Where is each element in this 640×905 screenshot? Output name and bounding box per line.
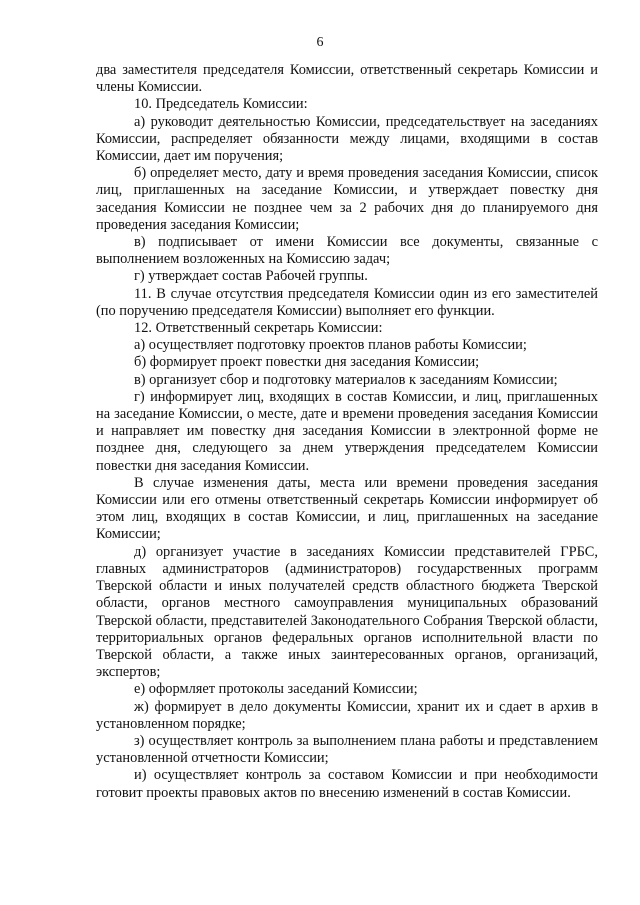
paragraph: г) утверждает состав Рабочей группы. [134, 268, 368, 285]
paragraph: г) информирует лиц, входящих в состав Комиссии, и лиц, приглашенных на заседание Комиссии, о месте, дате и времени проведения заседания Комиссии и направляет им повестку дня заседания Комиссии в электронной форме не позднее дня, следующего за днем утверждения председателем Комиссии повестки дня заседания Комиссии. [96, 388, 598, 474]
paragraph: б) формирует проект повестки дня заседания Комиссии; [134, 354, 480, 371]
paragraph: и) осуществляет контроль за составом Комиссии и при необходимости готовит проекты правовых актов по внесению изменений в состав Комиссии. [96, 767, 598, 801]
paragraph: в) организует сбор и подготовку материалов к заседаниям Комиссии; [134, 371, 558, 388]
paragraph: 11. В случае отсутствия председателя Комиссии один из его заместителей (по поручению председателя Комиссии) выполняет его функции. [96, 285, 598, 319]
paragraph: е) оформляет протоколы заседаний Комиссии; [134, 681, 418, 698]
section-heading: 12. Ответственный секретарь Комиссии: [134, 320, 383, 337]
paragraph: а) руководит деятельностью Комиссии, председательствует на заседаниях Комиссии, распределяет обязанности между лицами, входящими в состав Комиссии, дает им поручения; [96, 113, 598, 165]
paragraph: В случае изменения даты, места или времени проведения заседания Комиссии или его отмены ответственный секретарь Комиссии информирует об этом лиц, входящих в состав Комиссии, и лиц, приглашенных на заседание Комиссии; [96, 474, 598, 543]
paragraph: два заместителя председателя Комиссии, ответственный секретарь Комиссии и члены Комиссии. [96, 62, 598, 96]
paragraph: ж) формирует в дело документы Комиссии, хранит их и сдает в архив в установленном порядке; [96, 698, 598, 732]
paragraph: д) организует участие в заседаниях Комиссии представителей ГРБС, главных администраторов (администраторов) государственных программ Тверской области и иных получателей средств областного бюджета Тверской области, органов местного самоуправления муниципальных образований Тверской области, представителей Законодательного Собрания Тверской области, территориальных органов федеральных органов исполнительной власти по Тверской области, а также иных заинтересованных органов, организаций, экспертов; [96, 543, 598, 681]
paragraph: з) осуществляет контроль за выполнением плана работы и представлением установленной отчетности Комиссии; [96, 732, 598, 767]
paragraph: а) осуществляет подготовку проектов планов работы Комиссии; [134, 337, 527, 354]
paragraph: б) определяет место, дату и время проведения заседания Комиссии, список лиц, приглашенных на заседание Комиссии, и утверждает повестку дня заседания Комиссии не позднее чем за 2 рабочих дня до планируемого дня проведения заседания Комиссии; [96, 165, 598, 233]
section-heading: 10. Председатель Комиссии: [134, 96, 308, 113]
paragraph: в) подписывает от имени Комиссии все документы, связанные с выполнением возложенных на Комиссию задач; [96, 234, 598, 268]
document-body [96, 62, 598, 802]
page-number: 6 [316, 35, 324, 50]
